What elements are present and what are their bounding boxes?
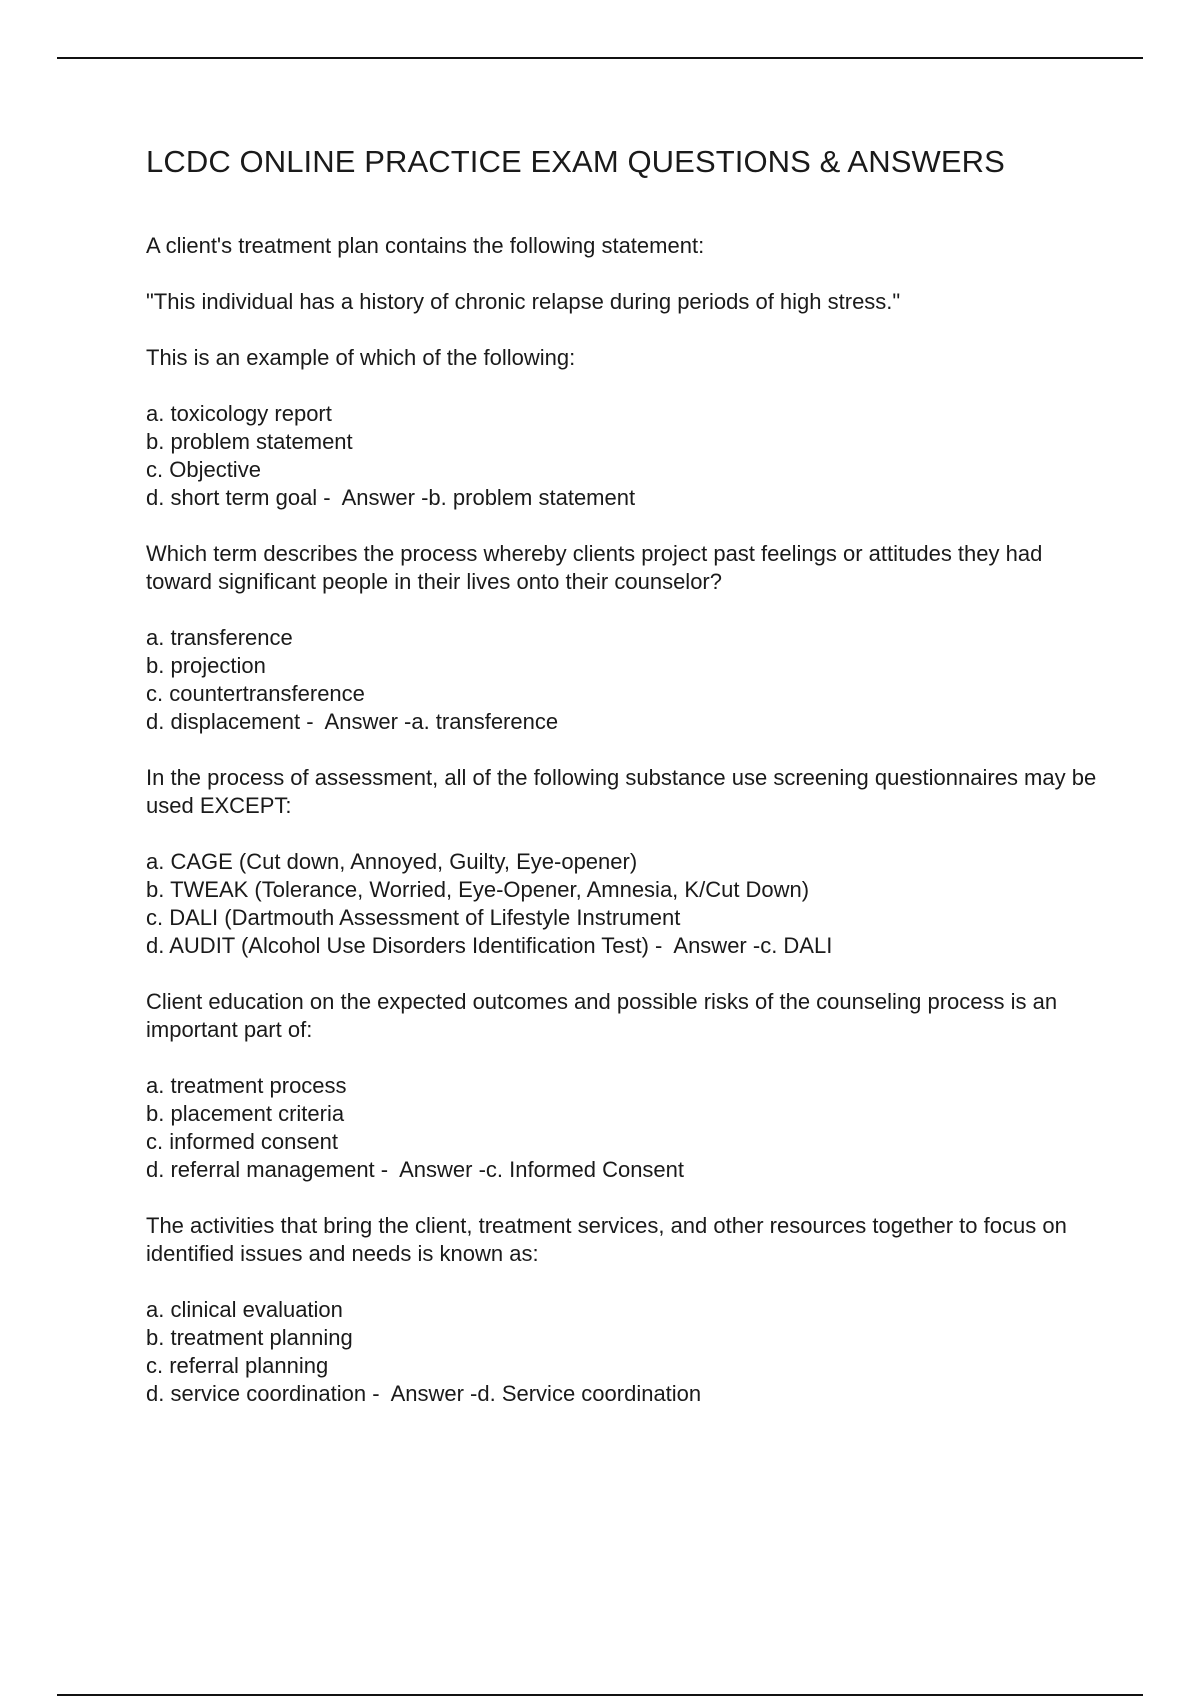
question-block	[146, 540, 1106, 736]
question-prompt: This is an example of which of the following:	[146, 345, 576, 370]
option-a: a. treatment process	[146, 1073, 347, 1098]
option-b: b. treatment planning	[146, 1325, 353, 1350]
option-a: a. transference	[146, 625, 293, 650]
option-d-with-answer: d. AUDIT (Alcohol Use Disorders Identification Test) - Answer -c. DALI	[146, 933, 833, 958]
option-list	[146, 1296, 1106, 1408]
question-block	[146, 988, 1106, 1184]
option-c: c. DALI (Dartmouth Assessment of Lifestyle Instrument	[146, 905, 681, 930]
option-a: a. CAGE (Cut down, Annoyed, Guilty, Eye-opener)	[146, 849, 638, 874]
question-text: The activities that bring the client, treatment services, and other resources together to focus on identified issues and needs is known as:	[146, 1213, 1067, 1266]
option-list	[146, 624, 1106, 736]
option-c: c. referral planning	[146, 1353, 329, 1378]
option-b: b. projection	[146, 653, 266, 678]
option-d-with-answer: d. service coordination - Answer -d. Service coordination	[146, 1381, 702, 1406]
question-text: Which term describes the process whereby clients project past feelings or attitudes they had toward significant people in their lives onto their counselor?	[146, 541, 1043, 594]
option-b: b. TWEAK (Tolerance, Worried, Eye-Opener, Amnesia, K/Cut Down)	[146, 877, 810, 902]
option-list	[146, 1072, 1106, 1184]
option-d-with-answer: d. referral management - Answer -c. Informed Consent	[146, 1157, 685, 1182]
option-a: a. clinical evaluation	[146, 1297, 343, 1322]
question-text: A client's treatment plan contains the following statement:	[146, 233, 705, 258]
option-c: c. informed consent	[146, 1129, 338, 1154]
document-body	[146, 142, 1106, 1436]
question-block	[146, 232, 1106, 512]
question-text: In the process of assessment, all of the following substance use screening questionnaires may be used EXCEPT:	[146, 765, 1097, 818]
option-d-with-answer: d. short term goal - Answer -b. problem statement	[146, 485, 636, 510]
option-a: a. toxicology report	[146, 401, 332, 426]
question-text: Client education on the expected outcomes and possible risks of the counseling process is an important part of:	[146, 989, 1058, 1042]
option-b: b. placement criteria	[146, 1101, 345, 1126]
bottom-rule	[57, 1694, 1143, 1696]
option-list	[146, 400, 1106, 512]
option-b: b. problem statement	[146, 429, 353, 454]
option-c: c. Objective	[146, 457, 261, 482]
option-d-with-answer: d. displacement - Answer -a. transference	[146, 709, 559, 734]
question-block	[146, 1212, 1106, 1408]
top-rule	[57, 57, 1143, 59]
question-block	[146, 764, 1106, 960]
question-quote: "This individual has a history of chronic relapse during periods of high stress."	[146, 289, 901, 314]
option-list	[146, 848, 1106, 960]
option-c: c. countertransference	[146, 681, 365, 706]
page-title: LCDC ONLINE PRACTICE EXAM QUESTIONS & ANSWERS	[146, 144, 1005, 179]
